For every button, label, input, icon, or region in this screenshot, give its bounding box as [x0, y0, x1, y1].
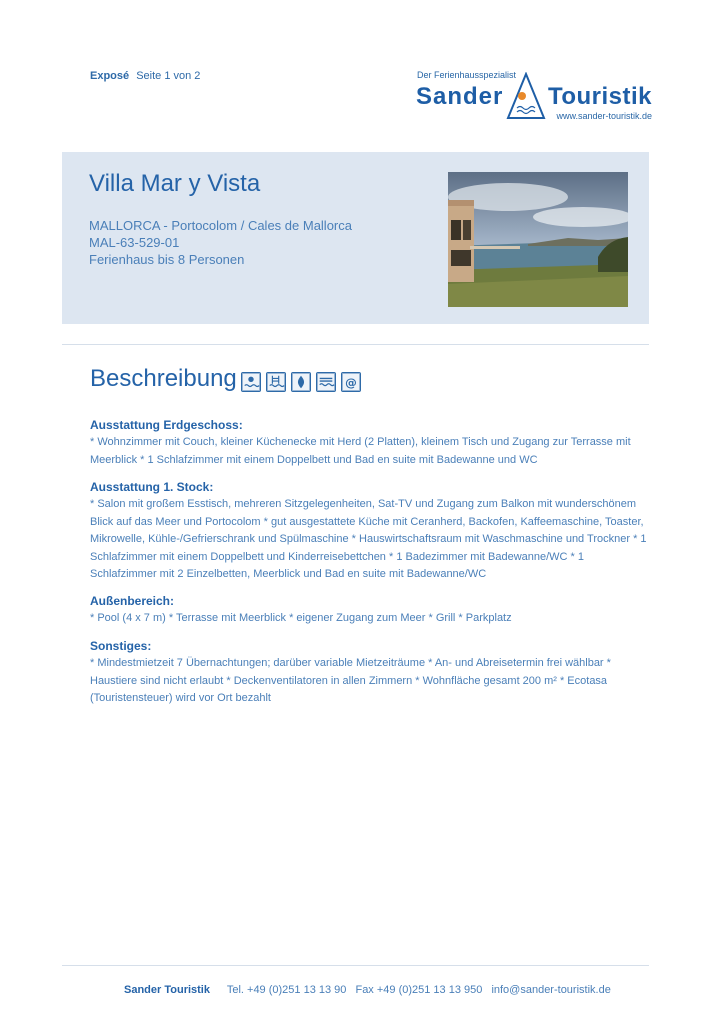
section-text: * Mindestmietzeit 7 Übernachtungen; darüber variable Mietzeiträume * An- und Abreisetermin frei wählbar * Haustiere sind nicht erlaubt * Deckenventilatoren in allen Zimmern * Wohnfläche gesamt 200 m² * Ecotasa (Touristensteuer) wird vor Ort bezahlt — [90, 657, 611, 704]
mountain-sun-icon — [506, 72, 546, 120]
logo-name-left: Sander — [416, 83, 504, 110]
svg-text:@: @ — [345, 375, 357, 390]
sea-access-icon — [316, 372, 336, 392]
logo-name-right: Touristik — [547, 83, 652, 110]
section-first-floor — [90, 479, 650, 584]
sea-view-icon — [241, 372, 261, 392]
property-location: MALLORCA - Portocolom / Cales de Mallorca — [89, 218, 352, 233]
section-divider — [62, 344, 649, 345]
section-title: Außenbereich: — [90, 594, 175, 608]
section-ground-floor — [90, 417, 650, 469]
section-title: Ausstattung 1. Stock: — [90, 480, 214, 494]
fireplace-icon — [291, 372, 311, 392]
property-photo — [448, 172, 628, 307]
section-title: Sonstiges: — [90, 639, 152, 653]
section-text: * Salon mit großem Esstisch, mehreren Sitzgelegenheiten, Sat-TV und Zugang zum Balkon mit wunderschönem Blick auf das Meer und Portocolom * gut ausgestattete Küche mit Ceranherd, Backofen, Kaffeemaschine, Toaster, Mikrowelle, Kühle-/Gefrierschrank und Spülmaschine * Hauswirtschaftsraum mit Waschmaschine und Trockner * 1 Schlafzimmer mit einem Doppelbett und Kinderreisebettchen * 1 Badezimmer mit Badewanne/WC * 1 Schlafzimmer mit 2 Einzelbetten, Meerblick und Bad en suite mit Badewanne/WC — [90, 498, 647, 580]
footer — [124, 984, 617, 996]
page-info: Seite 1 von 2 — [136, 70, 201, 82]
property-code: MAL-63-529-01 — [89, 235, 180, 250]
logo-url[interactable]: www.sander-touristik.de — [556, 111, 652, 121]
section-outdoor — [90, 593, 650, 628]
property-type: Ferienhaus bis 8 Personen — [89, 252, 245, 267]
company-logo[interactable] — [416, 68, 652, 124]
pool-icon — [266, 372, 286, 392]
description-heading: Beschreibung — [90, 365, 237, 392]
expose-label: Exposé — [90, 70, 130, 82]
logo-tagline: Der Ferienhausspezialist — [417, 70, 517, 80]
footer-fax: Fax +49 (0)251 13 13 950 — [355, 984, 483, 996]
section-text: * Pool (4 x 7 m) * Terrasse mit Meerblick * eigener Zugang zum Meer * Grill * Parkplatz — [90, 612, 512, 624]
footer-phone[interactable]: Tel. +49 (0)251 13 13 90 — [226, 984, 347, 996]
property-summary — [62, 152, 649, 324]
expose-header — [90, 70, 200, 82]
section-text: * Wohnzimmer mit Couch, kleiner Küchenecke mit Herd (2 Platten), kleinem Tisch und Zugang zur Terrasse mit Meerblick * 1 Schlafzimmer mit einem Doppelbett und Bad en suite mit Badewanne und WC — [90, 436, 631, 466]
feature-icons — [241, 372, 361, 392]
footer-company: Sander Touristik — [124, 984, 210, 996]
internet-icon — [341, 372, 361, 392]
section-title: Ausstattung Erdgeschoss: — [90, 418, 243, 432]
section-misc — [90, 638, 650, 708]
footer-email[interactable]: info@sander-touristik.de — [491, 984, 611, 996]
property-title: Villa Mar y Vista — [89, 170, 261, 197]
footer-divider — [62, 965, 649, 966]
